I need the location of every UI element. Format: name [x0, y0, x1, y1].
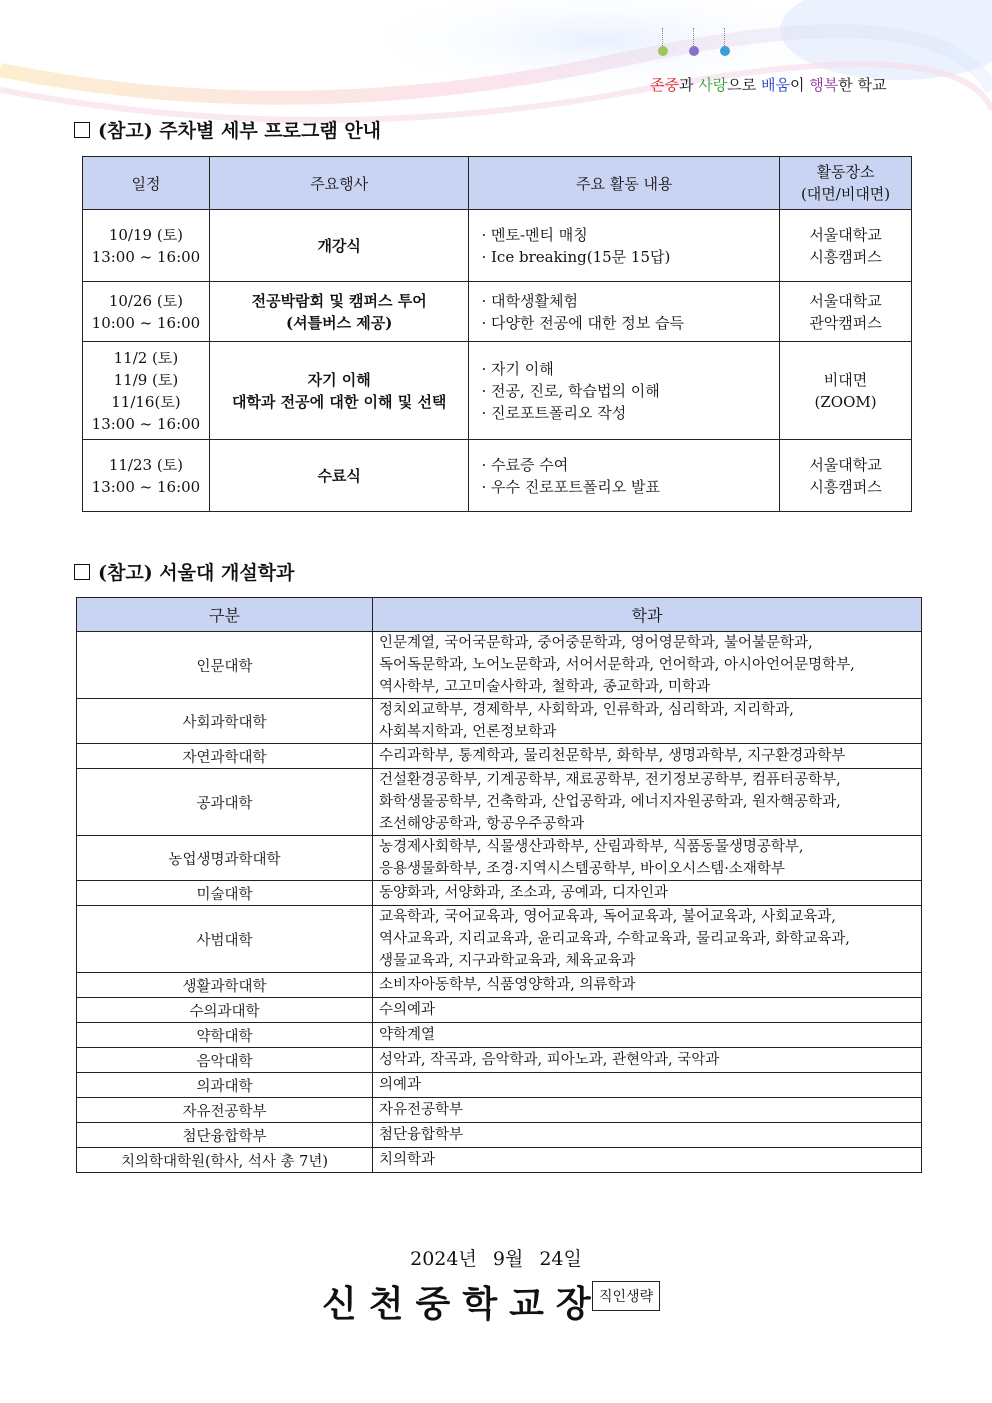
- schedule-header-row: [83, 157, 912, 210]
- college-name: 자유전공학부: [77, 1098, 373, 1123]
- activity-cell: [469, 342, 780, 440]
- place-cell-line: 관악캠퍼스: [809, 313, 882, 332]
- place-cell: [780, 210, 912, 282]
- event-cell-line: 수료식: [317, 466, 361, 485]
- department-list-line: 독어독문학과, 노어노문학과, 서어서문학과, 언어학과, 아시아언어문명학부,: [379, 657, 855, 673]
- department-list-line: 수의예과: [379, 1002, 436, 1018]
- header-place: [780, 157, 912, 210]
- event-cell-line: 자기 이해: [307, 370, 371, 389]
- department-list-line: 역사학부, 고고미술사학과, 철학과, 종교학과, 미학과: [379, 679, 711, 695]
- activity-cell: [469, 210, 780, 282]
- department-list-line: 치의학과: [379, 1152, 436, 1168]
- college-name: 수의과대학: [77, 998, 373, 1023]
- event-cell: [209, 282, 469, 342]
- section-title-text: (참고) 서울대 개설학과: [98, 562, 295, 584]
- motto-word-8: 한 학교: [838, 76, 887, 94]
- department-row: [77, 699, 922, 744]
- department-list-line: 인문계열, 국어국문학과, 중어중문학과, 영어영문학과, 불어불문학과,: [379, 635, 813, 651]
- document-date: 2024년 9월 24일: [410, 1248, 582, 1270]
- college-name: 농업생명과학대학: [77, 836, 373, 881]
- date-cell-line: 10/26 (토): [108, 291, 184, 310]
- date-cell: [83, 342, 210, 440]
- place-cell-line: 서울대학교: [809, 225, 882, 244]
- department-row: [77, 1048, 922, 1073]
- event-cell: [209, 210, 469, 282]
- activity-cell-line: · 자기 이해: [481, 359, 554, 378]
- principal-signature: 신천중학교장: [322, 1283, 603, 1325]
- college-name: 음악대학: [77, 1048, 373, 1073]
- department-list: [373, 1048, 922, 1073]
- college-name: 사범대학: [77, 906, 373, 973]
- date-cell-line: 11/23 (토): [108, 455, 184, 474]
- activity-cell-line: · 우수 진로포트폴리오 발표: [481, 477, 660, 496]
- motto-word-1: 존중: [650, 76, 679, 94]
- event-cell-line: 대학과 전공에 대한 이해 및 선택: [231, 392, 447, 411]
- department-list-line: 수리과학부, 통계학과, 물리천문학부, 화학부, 생명과학부, 지구환경과학부: [379, 748, 846, 764]
- college-name: 치의학대학원(학사, 석사 총 7년): [77, 1148, 373, 1173]
- header-place-line1: 활동장소: [816, 163, 875, 181]
- event-cell: [209, 342, 469, 440]
- department-list-line: 소비자아동학부, 식품영양학과, 의류학과: [379, 977, 636, 993]
- college-name: 첨단융합학부: [77, 1123, 373, 1148]
- place-cell: [780, 342, 912, 440]
- date-cell-line: 11/16(토): [111, 392, 181, 411]
- college-name: 미술대학: [77, 881, 373, 906]
- date-cell: [83, 440, 210, 512]
- section-title-text: (참고) 주차별 세부 프로그램 안내: [98, 120, 382, 142]
- college-name: 생활과학대학: [77, 973, 373, 998]
- department-row: [77, 1123, 922, 1148]
- department-row: [77, 1098, 922, 1123]
- date-cell-line: 13:00 ~ 16:00: [91, 414, 201, 433]
- activity-cell: [469, 282, 780, 342]
- department-list: [373, 632, 922, 699]
- department-list-line: 첨단융합학부: [379, 1127, 464, 1143]
- department-list: [373, 906, 922, 973]
- department-list: [373, 1148, 922, 1173]
- seal-omitted-box: 직인생략: [592, 1281, 660, 1311]
- department-row: [77, 973, 922, 998]
- college-name: 자연과학대학: [77, 744, 373, 769]
- department-row: [77, 769, 922, 836]
- department-row: [77, 1073, 922, 1098]
- department-row: [77, 1023, 922, 1048]
- college-name: 인문대학: [77, 632, 373, 699]
- department-list-line: 정치외교학부, 경제학부, 사회학과, 인류학과, 심리학과, 지리학과,: [379, 702, 794, 718]
- department-row: [77, 632, 922, 699]
- department-list-line: 건설환경공학부, 기계공학부, 재료공학부, 전기정보공학부, 컴퓨터공학부,: [379, 772, 841, 788]
- department-list: [373, 699, 922, 744]
- department-list: [373, 1123, 922, 1148]
- college-name: 의과대학: [77, 1073, 373, 1098]
- motto-word-7: 행복: [809, 76, 839, 94]
- date-cell: [83, 210, 210, 282]
- schedule-row: [83, 210, 912, 282]
- department-row: [77, 998, 922, 1023]
- motto-dots-decoration: [648, 26, 748, 66]
- department-list-line: 농경제사회학부, 식물생산과학부, 산림과학부, 식품동물생명공학부,: [379, 839, 804, 855]
- motto-word-6: 이: [789, 76, 810, 94]
- section-title-departments: [74, 558, 294, 585]
- event-cell-line: (셔틀버스 제공): [286, 313, 393, 332]
- activity-cell-line: · 진로포트폴리오 작성: [481, 403, 627, 422]
- header-event: 주요행사: [209, 157, 469, 210]
- department-list: [373, 1098, 922, 1123]
- department-list-line: 의예과: [379, 1077, 422, 1093]
- place-cell-line: 시흥캠퍼스: [809, 247, 882, 266]
- department-list-line: 교육학과, 국어교육과, 영어교육과, 독어교육과, 불어교육과, 사회교육과,: [379, 909, 836, 925]
- motto-word-5: 배움: [760, 76, 790, 94]
- department-list: [373, 744, 922, 769]
- college-name: 사회과학대학: [77, 699, 373, 744]
- place-cell-line: 시흥캠퍼스: [809, 477, 882, 496]
- department-list: [373, 836, 922, 881]
- department-list: [373, 769, 922, 836]
- header-dept: 학과: [373, 598, 922, 632]
- date-cell-line: 10/19 (토): [108, 225, 184, 244]
- department-list-line: 자유전공학부: [379, 1102, 464, 1118]
- department-row: [77, 906, 922, 973]
- activity-cell-line: · 다양한 전공에 대한 정보 습득: [481, 313, 684, 332]
- department-list-line: 동양화과, 서양화과, 조소과, 공예과, 디자인과: [379, 885, 668, 901]
- activity-cell-line: · 전공, 진로, 학습법의 이해: [481, 381, 660, 400]
- place-cell-line: 서울대학교: [809, 291, 882, 310]
- department-list-line: 응용생물화학부, 조경·지역시스템공학부, 바이오시스템·소재학부: [379, 861, 785, 877]
- department-row: [77, 836, 922, 881]
- department-list-line: 화학생물공학부, 건축학과, 산업공학과, 에너지자원공학과, 원자핵공학과,: [379, 794, 841, 810]
- department-list-line: 성악과, 작곡과, 음악학과, 피아노과, 관현악과, 국악과: [379, 1052, 720, 1068]
- department-list-line: 생물교육과, 지구과학교육과, 체육교육과: [379, 953, 636, 969]
- school-motto: [650, 74, 886, 95]
- header-date: 일정: [83, 157, 210, 210]
- date-cell-line: 11/9 (토): [113, 370, 179, 389]
- schedule-row: [83, 282, 912, 342]
- activity-cell-line: · Ice breaking(15문 15답): [481, 247, 671, 266]
- department-list: [373, 1023, 922, 1048]
- department-row: [77, 1148, 922, 1173]
- schedule-row: [83, 342, 912, 440]
- checkbox-icon: [74, 122, 90, 138]
- schedule-table: [82, 156, 912, 512]
- date-cell-line: 10:00 ~ 16:00: [91, 313, 201, 332]
- date-cell-line: 13:00 ~ 16:00: [91, 477, 201, 496]
- place-cell-line: 비대면: [823, 370, 868, 389]
- motto-word-4: 으로: [727, 76, 761, 94]
- checkbox-icon: [74, 564, 90, 580]
- department-list-line: 역사교육과, 지리교육과, 윤리교육과, 수학교육과, 물리교육과, 화학교육과,: [379, 931, 850, 947]
- place-cell: [780, 282, 912, 342]
- department-row: [77, 881, 922, 906]
- departments-header-row: [77, 598, 922, 632]
- date-cell-line: 13:00 ~ 16:00: [91, 247, 201, 266]
- place-cell-line: 서울대학교: [809, 455, 882, 474]
- department-list-line: 약학계열: [379, 1027, 436, 1043]
- header-category: 구분: [77, 598, 373, 632]
- event-cell-line: 전공박람회 및 캠퍼스 투어: [251, 291, 427, 310]
- place-cell: [780, 440, 912, 512]
- header-place-line2: (대면/비대면): [800, 185, 891, 203]
- activity-cell-line: · 수료증 수여: [481, 455, 569, 474]
- activity-cell-line: · 멘토-멘티 매칭: [481, 225, 588, 244]
- activity-cell: [469, 440, 780, 512]
- department-list-line: 조선해양공학과, 항공우주공학과: [379, 816, 585, 832]
- date-cell: [83, 282, 210, 342]
- activity-cell-line: · 대학생활체험: [481, 291, 578, 310]
- department-list: [373, 998, 922, 1023]
- date-cell-line: 11/2 (토): [113, 348, 179, 367]
- event-cell: [209, 440, 469, 512]
- event-cell-line: 개강식: [317, 236, 361, 255]
- motto-word-2: 과: [678, 76, 699, 94]
- college-name: 약학대학: [77, 1023, 373, 1048]
- header-activity: 주요 활동 내용: [469, 157, 780, 210]
- place-cell-line: (ZOOM): [814, 392, 877, 411]
- motto-word-3: 사랑: [698, 76, 728, 94]
- department-list: [373, 881, 922, 906]
- section-title-schedule: [74, 116, 381, 143]
- schedule-row: [83, 440, 912, 512]
- college-name: 공과대학: [77, 769, 373, 836]
- departments-table: [76, 597, 922, 1173]
- department-list-line: 사회복지학과, 언론정보학과: [379, 724, 557, 740]
- department-row: [77, 744, 922, 769]
- department-list: [373, 973, 922, 998]
- department-list: [373, 1073, 922, 1098]
